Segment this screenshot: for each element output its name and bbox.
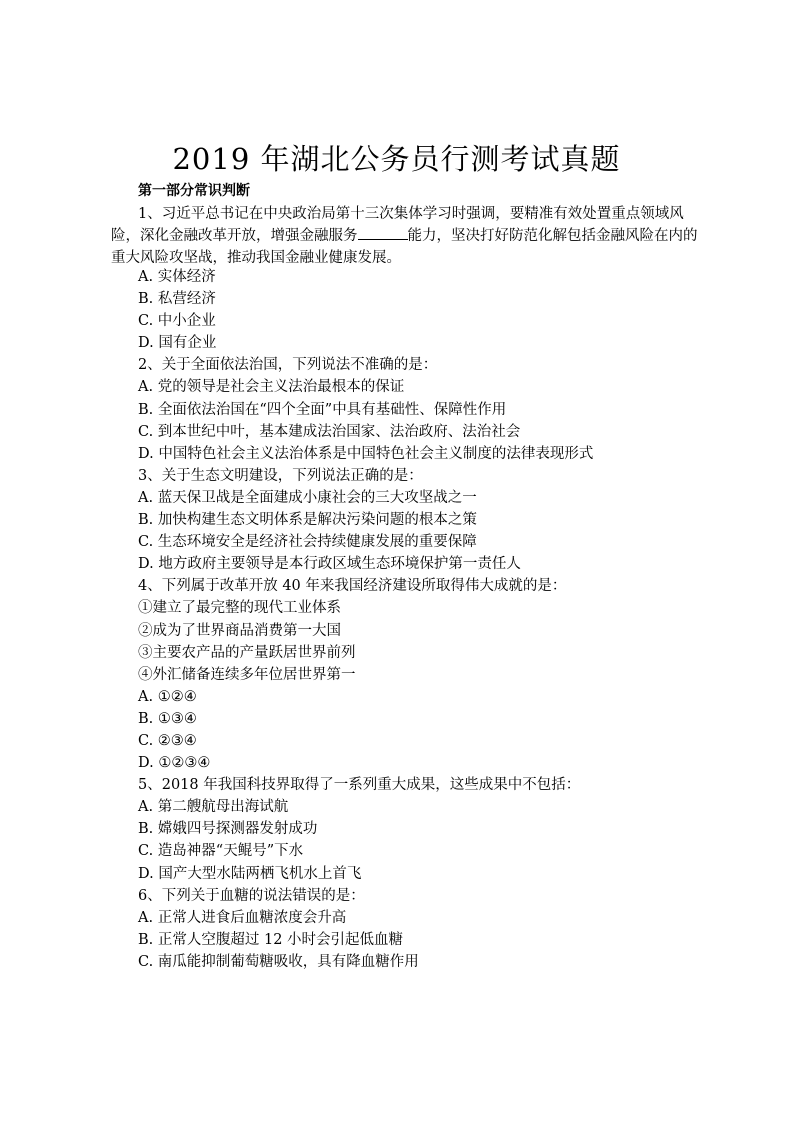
text-line: A. ①②④ [138,688,197,705]
document-title: 2019 年湖北公务员行测考试真题 [172,142,621,176]
text-line: D. 地方政府主要领导是本行政区域生态环境保护第一责任人 [138,556,521,573]
text-line: B. ①③④ [138,710,197,727]
section-heading: 第一部分常识判断 [138,183,250,199]
text-line: A. 正常人进食后血糖浓度会升高 [138,909,347,926]
text-line: 4、下列属于改革开放 40 年来我国经济建设所取得伟大成就的是： [138,578,567,595]
text-line: C. ②③④ [138,732,197,749]
text-line: 3、关于生态文明建设，下列说法正确的是： [138,467,423,484]
text-line: B. 加快构建生态文明体系是解决污染问题的根本之策 [138,512,477,529]
text-line: C. 生态环境安全是经济社会持续健康发展的重要保障 [138,534,477,551]
text-line: 2、关于全面依法治国，下列说法不准确的是： [138,357,438,374]
question-1-text-before: 1、习近平总书记在中央政治局第十三次集体学习时强调，要精准有效处置重点领域风险，深化金融改革开放，增强金融服务 [111,206,684,244]
text-line: A. 实体经济 [138,269,216,285]
text-line: B. 私营经济 [138,291,216,308]
text-line: ④外汇储备连续多年位居世界第一 [138,666,356,683]
text-line: D. 国有企业 [138,335,217,352]
question-lines [138,266,738,973]
text-line: C. 南瓜能抑制葡萄糖吸收，具有降血糖作用 [138,953,419,970]
text-line: 5、2018 年我国科技界取得了一系列重大成果，这些成果中不包括： [138,777,581,794]
text-line: C. 造岛神器“天鲲号”下水 [138,843,304,860]
question-1-text-after: 能力，坚决打好防范化解包括金融风险在内的重大风险攻坚战，推动我国金融业健康发展。 [111,228,698,266]
text-line: D. 国产大型水陆两栖飞机水上首飞 [138,865,362,882]
text-line: B. 正常人空腹超过 12 小时会引起低血糖 [138,931,404,948]
text-line: B. 嫦娥四号探测器发射成功 [138,821,318,838]
fill-blank [358,225,408,240]
text-line: D. ①②③④ [138,755,211,772]
text-line: A. 蓝天保卫战是全面建成小康社会的三大攻坚战之一 [138,489,477,506]
text-line: A. 党的领导是社会主义法治最根本的保证 [138,379,405,396]
text-line: C. 中小企业 [138,313,216,330]
text-line: 6、下列关于血糖的说法错误的是： [138,887,365,904]
text-line: A. 第二艘航母出海试航 [138,799,289,816]
text-line: ②成为了世界商品消费第一大国 [138,622,341,639]
text-line: C. 到本世纪中叶，基本建成法治国家、法治政府、法治社会 [138,423,521,440]
text-line: ③主要农产品的产量跃居世界前列 [138,644,356,661]
text-line: B. 全面依法治国在“四个全面”中具有基础性、保障性作用 [138,401,507,418]
text-line: D. 中国特色社会主义法治体系是中国特色社会主义制度的法律表现形式 [138,445,594,462]
text-line: ①建立了最完整的现代工业体系 [138,600,341,617]
question-1-stem [111,203,701,269]
